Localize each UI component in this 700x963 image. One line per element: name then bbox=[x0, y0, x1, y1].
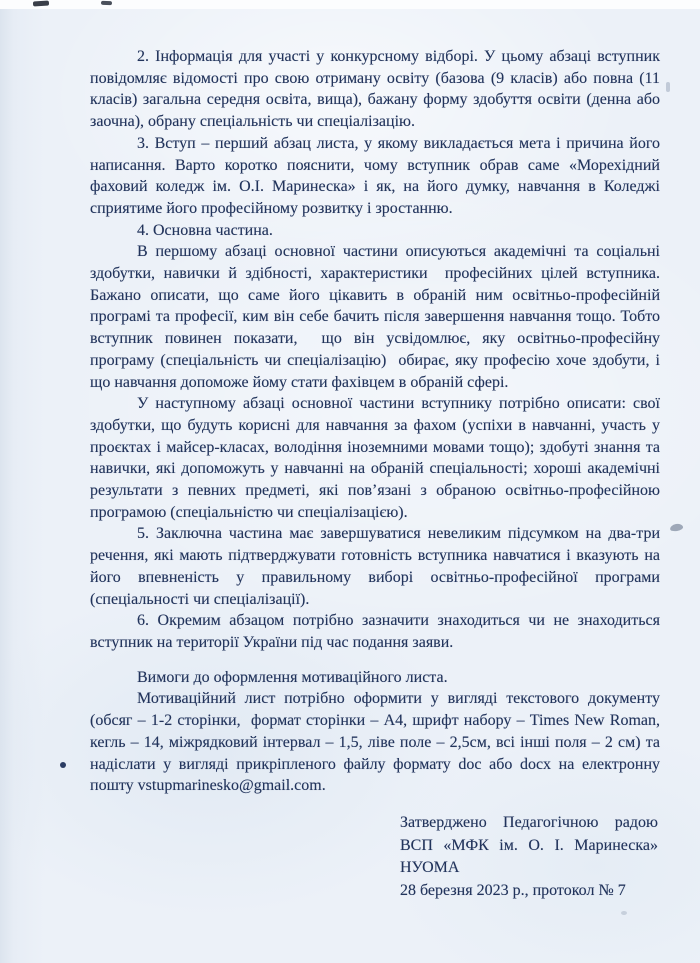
approval-line-nuoma: НУОМА bbox=[400, 859, 460, 877]
paragraph-item-2: 2. Інформація для участі у конкурсному відборі. У цьому абзаці вступник повідомляє відомості про свою отриману освіту (базова (9 класів) або повна (11 класів) загальна середня освіта, вища), бажану форму здобуття освіти (денна або заочна), обрану спеціальність чи спеціалізацію. bbox=[90, 48, 660, 131]
document-body bbox=[90, 46, 660, 797]
approval-line-authority: Затверджено Педагогічною радою bbox=[400, 814, 658, 831]
approval-line-date: 28 березня 2023 р., протокол № 7 bbox=[400, 881, 626, 899]
scan-artifact-right-dash bbox=[666, 82, 670, 92]
paragraph-requirements bbox=[90, 688, 660, 797]
paragraph-item-5: 5. Заключна частина має завершуватися невеликим підсумком на два-три речення, які мають підтверджувати готовність вступника навчатися і вказують на його впевненість у правильному виборі освітньо-професійної програми (спеціальності чи спеціалізації). bbox=[90, 525, 660, 608]
requirements-text-after-email: . bbox=[321, 777, 326, 795]
paragraph-item-4-title: 4. Основна частина. bbox=[137, 221, 273, 239]
approval-line-college: ВСП «МФК ім. О. І. Маринеска» bbox=[400, 836, 658, 854]
paragraph-item-4-first: В першому абзаці основної частини описуються академічні та соціальні здобутки, навички й здібності, характеристики професійних цілей вступника. Бажано описати, що саме його цікавить в обраній ним освітньо-професійній програмі та професії, ким він себе бачить після завершення навчання тощо. Тобто вступник повинен показати, що він усвідомлює, яку освітньо-професійну програму (спеціальність чи спеціалізацію) обирає, яку професію хоче здобути, і що навчання допоможе йому стати фахівцем в обраній сфері. bbox=[90, 243, 660, 391]
requirements-heading: Вимоги до оформлення мотиваційного листа. bbox=[137, 668, 448, 686]
paragraph-item-4-next: У наступному абзаці основної частини вступнику потрібно описати: свої здобутки, що будуть корисні для навчання за фахом (успіхи в навчанні, участь у проєктах і майсер-класах, володіння іноземними мовами тощо); здобуті знання та навички, які допоможуть у навчанні на обраній спеціальності; хороші академічні результати з певних предметі, які пов’язані з обраною освітньо-професійною програмою (спеціальністю чи спеціалізацією). bbox=[90, 395, 660, 521]
scan-artifact-bullet-dot bbox=[60, 762, 66, 768]
scan-artifact-smudge bbox=[669, 523, 683, 532]
requirements-text-before-email: Мотиваційний лист потрібно оформити у вигляді текстового документу (обсяг – 1-2 сторінки, формат сторінки – А4, шрифт набору – Times New Roman, кегль – 14, міжрядковий інтервал – 1,5, ліве поле – 2,5см, всі інші поля – 2 см) та надіслати у вигляді прикріпленого файлу формату doc або docx на електронну пошту bbox=[90, 690, 660, 795]
scan-artifact-bottom-fleck bbox=[621, 911, 627, 915]
paragraph-item-3: 3. Вступ – перший абзац листа, у якому викладається мета і причина його написання. Варто коротко пояснити, чому вступник обрав саме «Морехідний фаховий коледж ім. О.І. Маринеска» і як, на його думку, навчання в Коледжі сприятиме його професійному розвитку і зростанню. bbox=[90, 134, 660, 217]
scan-artifact-top-mark-2 bbox=[101, 1, 112, 6]
paragraph-item-6: 6. Окремим абзацом потрібно зазначити знаходиться чи не знаходиться вступник на території України під час подання заяви. bbox=[90, 612, 660, 651]
approval-block bbox=[400, 812, 658, 902]
email-address: vstupmarinesko@gmail.com bbox=[137, 777, 322, 795]
